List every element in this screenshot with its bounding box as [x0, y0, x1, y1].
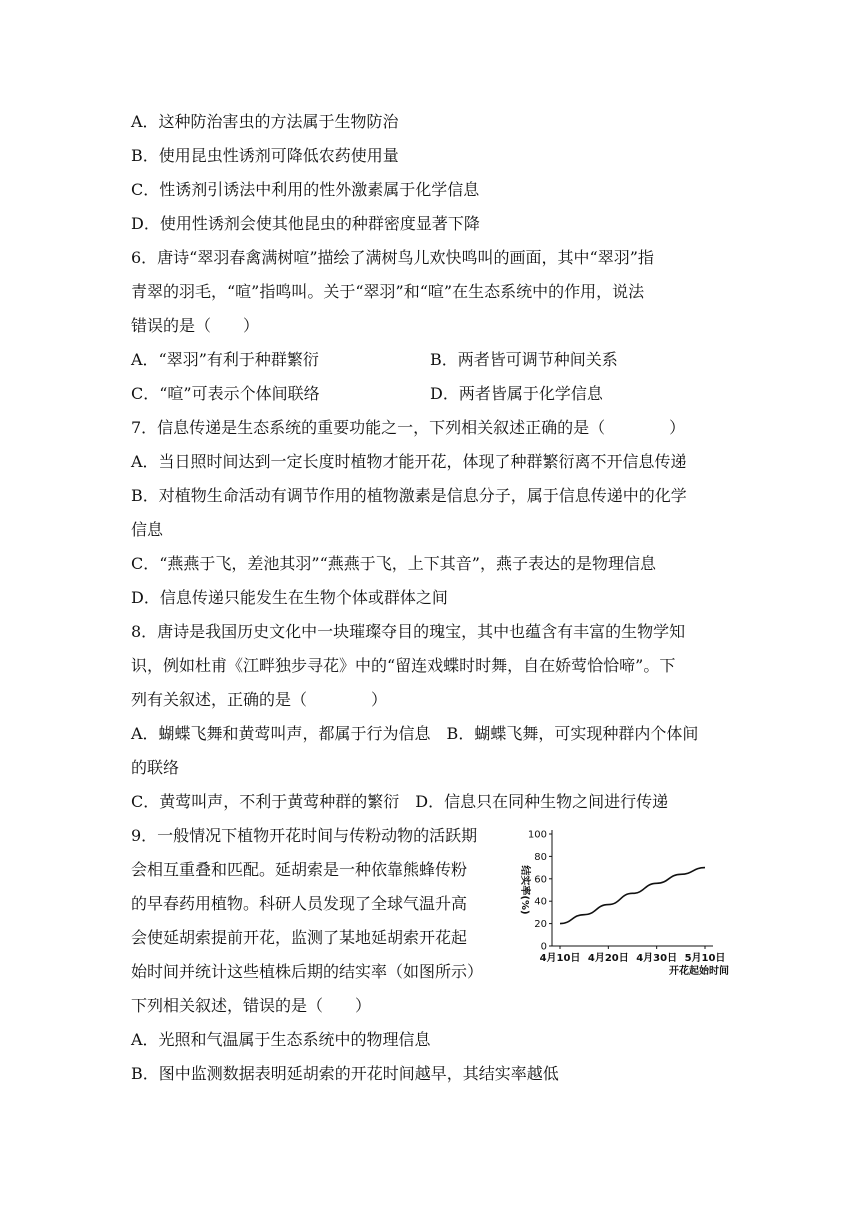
q9-stem-line-6: 下列相关叙述，错误的是（ ） — [131, 996, 372, 1015]
y-axis-label: 结实率(%) — [519, 865, 530, 915]
q8-options-ab-line-1: A．蝴蝶飞舞和黄莺叫声，都属于行为信息 B．蝴蝶飞舞，可实现种群内个体间 — [131, 724, 699, 743]
fruiting-rate-line — [560, 868, 705, 924]
q7-option-d: D．信息传递只能发生在生物个体或群体之间 — [131, 588, 448, 607]
q9-stem-line-1: 9．一般情况下植物开花时间与传粉动物的活跃期 — [131, 826, 478, 845]
q7-option-b-line-2: 信息 — [131, 520, 164, 539]
y-tick-label: 20 — [534, 919, 547, 931]
y-tick-label: 80 — [534, 851, 547, 863]
y-tick-label: 0 — [540, 941, 547, 953]
q9-option-b: B．图中监测数据表明延胡索的开花时间越早，其结实率越低 — [131, 1064, 559, 1083]
q7-stem: 7．信息传递是生态系统的重要功能之一，下列相关叙述正确的是（ ） — [131, 418, 686, 437]
fruiting-rate-chart — [508, 818, 738, 988]
q9-stem-line-2: 会相互重叠和匹配。延胡索是一种依靠熊蜂传粉 — [131, 860, 468, 879]
q8-options-cd: C．黄莺叫声，不利于黄莺种群的繁衍 D．信息只在同种生物之间进行传递 — [131, 792, 669, 811]
q9-stem-line-3: 的早春药用植物。科研人员发现了全球气温升高 — [131, 894, 468, 913]
q6-stem-line-3: 错误的是（ ） — [131, 316, 260, 335]
q7-option-a: A．当日照时间达到一定长度时植物才能开花，体现了种群繁衍离不开信息传递 — [131, 452, 687, 471]
x-tick-label: 4月20日 — [587, 953, 629, 964]
q6-option-d: D．两者皆属于化学信息 — [430, 384, 603, 403]
q5-option-c: C．性诱剂引诱法中利用的性外激素属于化学信息 — [131, 180, 480, 199]
q7-option-b-line-1: B．对植物生命活动有调节作用的植物激素是信息分子，属于信息传递中的化学 — [131, 486, 687, 505]
q6-option-a: A．“翠羽”有利于种群繁衍 — [131, 350, 319, 369]
q8-stem-line-1: 8．唐诗是我国历史文化中一块璀璨夺目的瑰宝，其中也蕴含有丰富的生物学知 — [131, 622, 686, 641]
q8-stem-line-2: 识，例如杜甫《江畔独步寻花》中的“留连戏蝶时时舞，自在娇莺恰恰啼”。下 — [131, 656, 676, 675]
x-tick-label: 4月30日 — [636, 953, 678, 964]
q8-stem-line-3: 列有关叙述，正确的是（ ） — [131, 690, 388, 709]
q5-option-a: A．这种防治害虫的方法属于生物防治 — [131, 112, 399, 131]
q9-stem-line-4: 会使延胡索提前开花，监测了某地延胡索开花起 — [131, 928, 468, 947]
q7-option-c: C．“燕燕于飞，差池其羽”“燕燕于飞，上下其音”，燕子表达的是物理信息 — [131, 554, 656, 573]
q6-option-b: B．两者皆可调节种间关系 — [430, 350, 618, 369]
q9-option-a: A．光照和气温属于生态系统中的物理信息 — [131, 1030, 431, 1049]
x-tick-label: 5月10日 — [684, 953, 726, 964]
y-tick-label: 60 — [534, 874, 547, 886]
q6-stem-line-2: 青翠的羽毛，“喧”指鸣叫。关于“翠羽”和“喧”在生态系统中的作用，说法 — [131, 282, 645, 301]
q8-options-ab-line-2: 的联络 — [131, 758, 180, 777]
q5-option-b: B．使用昆虫性诱剂可降低农药使用量 — [131, 146, 399, 165]
q6-stem-line-1: 6．唐诗“翠羽春禽满树喧”描绘了满树鸟儿欢快鸣叫的画面，其中“翠羽”指 — [131, 248, 654, 267]
q9-stem-line-5: 始时间并统计这些植株后期的结实率（如图所示） — [131, 962, 484, 981]
q5-option-d: D．使用性诱剂会使其他昆虫的种群密度显著下降 — [131, 214, 480, 233]
y-tick-label: 100 — [527, 829, 547, 841]
x-tick-label: 4月10日 — [539, 953, 581, 964]
q6-option-c: C．“喧”可表示个体间联络 — [131, 384, 320, 403]
y-tick-label: 40 — [534, 896, 547, 908]
x-axis-label: 开花起始时间 — [669, 966, 729, 977]
